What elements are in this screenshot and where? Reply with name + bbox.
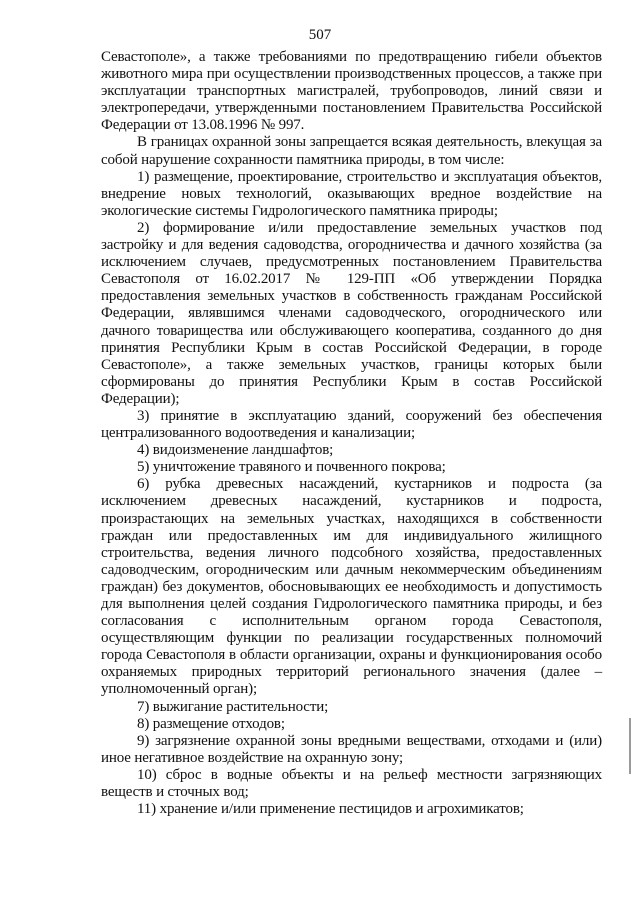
list-item-1: 1) размещение, проектирование, строительство и эксплуатация объектов, внедрение новых технологий, оказывающих вредное воздействие на экологические системы Гидрологического памятника природы; <box>101 168 602 219</box>
paragraph-prohibitions-lead: В границах охранной зоны запрещается всякая деятельность, влекущая за собой нарушение сохранности памятника природы, в том числе: <box>101 134 602 168</box>
list-item-8: 8) размещение отходов; <box>137 715 285 732</box>
list-item-9: 9) загрязнение охранной зоны вредными веществами, отходами и (или) иное негативное воздействие на охранную зону; <box>101 732 602 766</box>
list-item-4: 4) видоизменение ландшафтов; <box>137 442 334 459</box>
list-item-7: 7) выжигание растительности; <box>137 698 329 715</box>
document-body <box>101 49 602 818</box>
list-item-10: 10) сброс в водные объекты и на рельеф местности загрязняющих веществ и сточных вод; <box>101 766 602 801</box>
scan-edge-mark <box>629 718 631 774</box>
list-item-5: 5) уничтожение травяного и почвенного покрова; <box>137 459 446 476</box>
list-item-6: 6) рубка древесных насаждений, кустарников и подроста (за исключением древесных насаждений, кустарников и подроста, произрастающих на земельных участках, находящихся в собственности граждан или предоставленных им для индивидуального жилищного строительства, ведения личного подсобного хозяйства, предоставленных садоводческим, огородническим или дачным некоммерческим объединениям граждан) без документов, обосновывающих ее необходимость и допустимость для выполнения целей создания Гидрологического памятника природы, и без согласования с исполнительным органом города Севастополя, осуществляющим функции по реализации государственных полномочий города Севастополя в области организации, охраны и функционирования особо охраняемых природных территорий регионального значения (далее – уполномоченный орган); <box>101 476 602 698</box>
page-number: 507 <box>308 27 332 43</box>
paragraph-intro-continuation: Севастополе», а также требованиями по предотвращению гибели объектов животного мира при осуществлении производственных процессов, а также при эксплуатации транспортных магистралей, трубопроводов, линий связи и электропередачи, утвержденными постановлением Правительства Российской Федерации от 13.08.1996 № 997. <box>101 49 602 134</box>
list-item-2: 2) формирование и/или предоставление земельных участков под застройку и для ведения садоводства, огородничества и дачного хозяйства (за исключением случаев, предусмотренных постановлением Правительства Севастополя от 16.02.2017 № 129-ПП «Об утверждении Порядка предоставления земельных участков в собственность гражданам Российской Федерации, являвшимся членами садоводческого, огороднического или дачного товарищества или обслуживающего кооператива, созданного до дня принятия Республики Крым в состав Российской Федерации, в городе Севастополе», а также земельных участков, границы которых были сформированы до принятия Республики Крым в состав Российской Федерации); <box>101 219 602 407</box>
list-item-3: 3) принятие в эксплуатацию зданий, сооружений без обеспечения централизованного водоотведения и канализации; <box>101 407 602 442</box>
list-item-11: 11) хранение и/или применение пестицидов и агрохимикатов; <box>137 801 524 818</box>
